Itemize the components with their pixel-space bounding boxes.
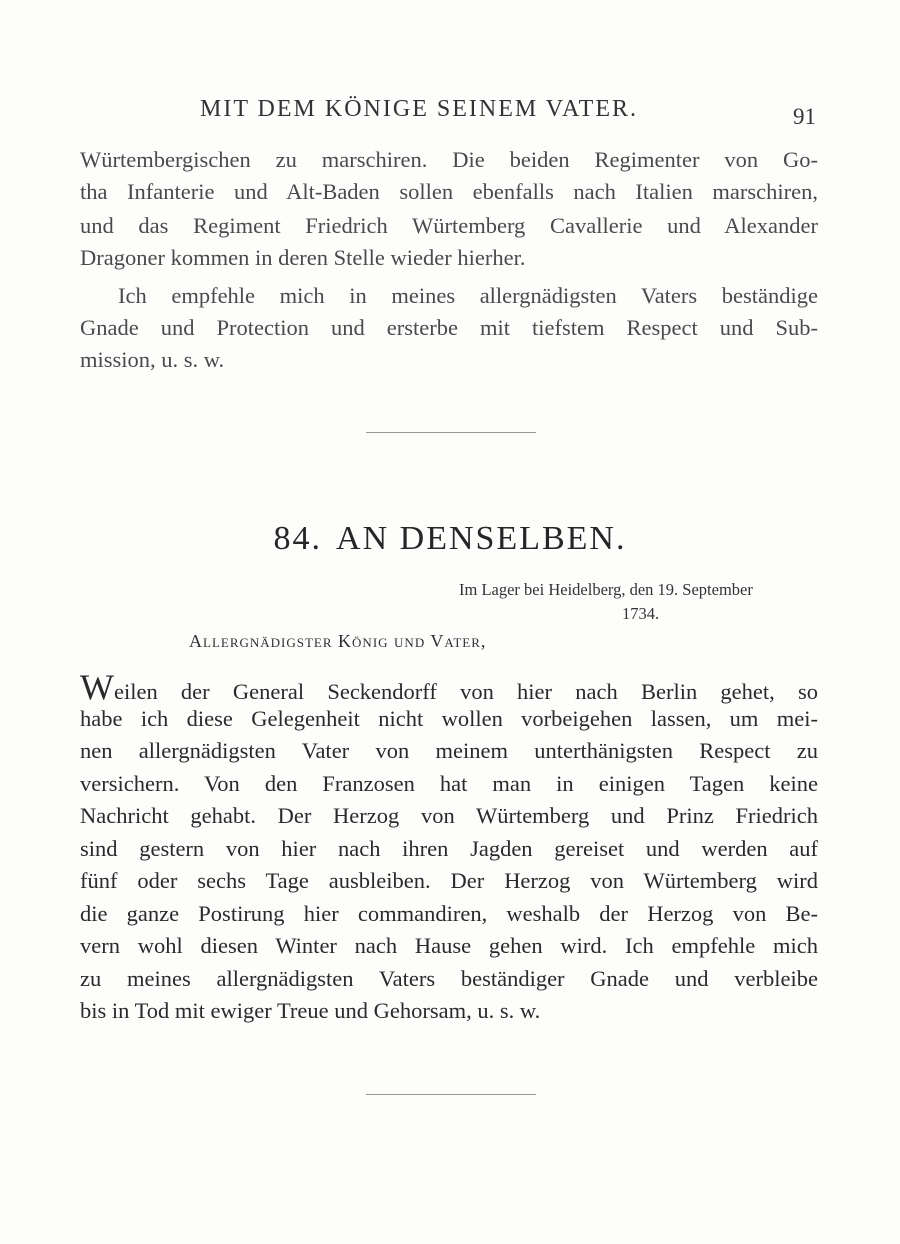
drop-cap: W bbox=[80, 667, 114, 707]
text-line: Würtembergischen zu marschiren. Die beiden Regimenter von Go- bbox=[80, 147, 818, 172]
text-line-first bbox=[80, 667, 818, 707]
text-line: sind gestern von hier nach ihren Jagden gereiset und werden auf bbox=[80, 836, 818, 861]
dateline: Im Lager bei Heidelberg, den 19. September bbox=[459, 580, 753, 599]
text-line: mission, u. s. w. bbox=[80, 347, 225, 372]
text-line: Nachricht gehabt. Der Herzog von Würtemberg und Prinz Friedrich bbox=[80, 803, 818, 828]
text-line: zu meines allergnädigsten Vaters beständiger Gnade und verbleibe bbox=[80, 966, 818, 991]
text-line: tha Infanterie und Alt-Baden sollen ebenfalls nach Italien marschiren, bbox=[80, 179, 818, 204]
salutation: Allergnädigster König und Vater, bbox=[189, 631, 487, 651]
text-line: vern wohl diesen Winter nach Hause gehen wird. Ich empfehle mich bbox=[80, 933, 818, 958]
text-line: habe ich diese Gelegenheit nicht wollen vorbeigehen lassen, um mei- bbox=[80, 706, 818, 731]
text-line: bis in Tod mit ewiger Treue und Gehorsam, u. s. w. bbox=[80, 998, 541, 1023]
text-line: die ganze Postirung hier commandiren, weshalb der Herzog von Be- bbox=[80, 901, 818, 926]
letter-heading bbox=[0, 520, 900, 558]
letter-title: AN DENSELBEN. bbox=[336, 520, 627, 557]
text-line: versichern. Von den Franzosen hat man in einigen Tagen keine bbox=[80, 771, 818, 796]
text-line: Ich empfehle mich in meines allergnädigsten Vaters beständige bbox=[118, 283, 818, 308]
running-title: MIT DEM KÖNIGE SEINEM VATER. bbox=[200, 96, 639, 122]
section-divider bbox=[366, 432, 536, 433]
text-line: und das Regiment Friedrich Würtemberg Cavallerie und Alexander bbox=[80, 213, 818, 238]
dateline-year: 1734. bbox=[622, 604, 660, 623]
page-number: 91 bbox=[793, 104, 816, 129]
section-divider bbox=[366, 1094, 536, 1095]
text-line: eilen der General Seckendorff von hier nach Berlin gehet, so bbox=[113, 679, 818, 704]
text-line: Dragoner kommen in deren Stelle wieder hierher. bbox=[80, 245, 526, 270]
text-line: nen allergnädigsten Vater von meinem unterthänigsten Respect zu bbox=[80, 738, 818, 763]
letter-number: 84. bbox=[273, 520, 323, 557]
text-line: Gnade und Protection und ersterbe mit tiefstem Respect und Sub- bbox=[80, 315, 818, 340]
running-head bbox=[0, 96, 900, 136]
text-line: fünf oder sechs Tage ausbleiben. Der Herzog von Würtemberg wird bbox=[80, 868, 818, 893]
